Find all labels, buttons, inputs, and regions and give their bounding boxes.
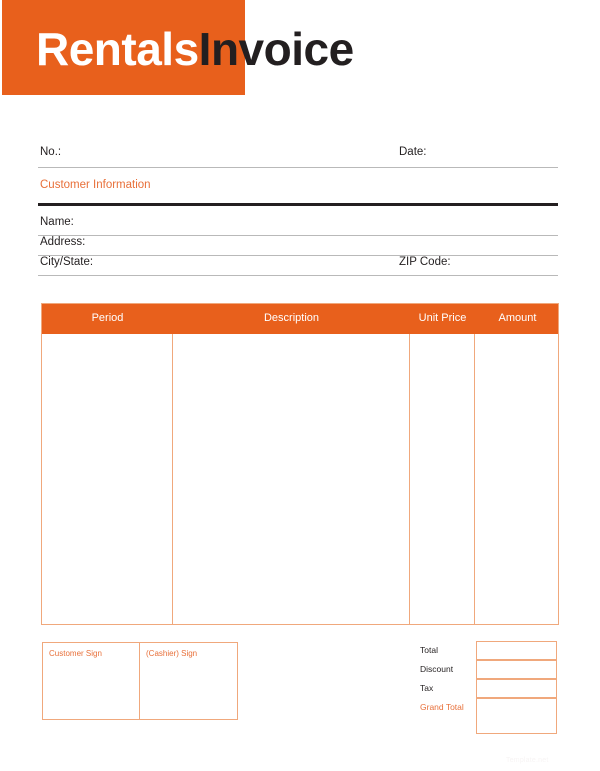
customer-city-state-label: City/State: — [40, 256, 94, 268]
customer-sign-label: Customer Sign — [49, 649, 102, 658]
column-divider-description-unit-price — [409, 334, 410, 624]
discount-label: Discount — [420, 664, 454, 674]
invoice-date-label: Date: — [399, 146, 427, 158]
page-title — [36, 23, 354, 75]
signature-box[interactable] — [42, 642, 238, 720]
customer-zip-label: ZIP Code: — [399, 256, 451, 268]
title-invoice: Invoice — [198, 23, 354, 75]
total-value-field[interactable] — [476, 641, 557, 660]
grand-total-label: Grand Total — [420, 702, 464, 712]
invoice-meta-row[interactable] — [38, 145, 558, 168]
tax-row — [420, 679, 558, 698]
column-divider-unit-price-amount — [474, 334, 475, 624]
column-header-description: Description — [263, 312, 320, 324]
line-items-body[interactable] — [42, 334, 558, 624]
customer-address-label: Address: — [40, 236, 86, 248]
title-rentals: Rentals — [36, 23, 199, 75]
tax-value-field[interactable] — [476, 679, 557, 698]
column-header-period: Period — [91, 312, 124, 324]
line-items-table — [41, 303, 559, 625]
discount-row — [420, 660, 558, 679]
customer-name-row[interactable] — [38, 215, 558, 236]
customer-name-label: Name: — [40, 216, 74, 228]
grand-total-row — [420, 698, 558, 734]
column-header-unit-price: Unit Price — [418, 312, 467, 324]
column-divider-period-description — [172, 334, 173, 624]
total-row — [420, 641, 558, 660]
column-header-amount: Amount — [498, 312, 537, 324]
customer-information-heading: Customer Information — [40, 179, 151, 191]
customer-section-divider — [38, 203, 558, 206]
customer-city-state-row[interactable] — [38, 255, 558, 276]
discount-value-field[interactable] — [476, 660, 557, 679]
total-label: Total — [420, 645, 438, 655]
tax-label: Tax — [420, 683, 434, 693]
totals-section — [420, 641, 558, 734]
cashier-sign-label: (Cashier) Sign — [146, 649, 198, 658]
watermark: Template.net — [506, 757, 549, 764]
signature-divider — [139, 643, 140, 719]
line-items-header-row — [42, 304, 558, 334]
grand-total-value-field[interactable] — [476, 698, 557, 734]
customer-address-row[interactable] — [38, 235, 558, 256]
invoice-number-label: No.: — [40, 146, 62, 158]
